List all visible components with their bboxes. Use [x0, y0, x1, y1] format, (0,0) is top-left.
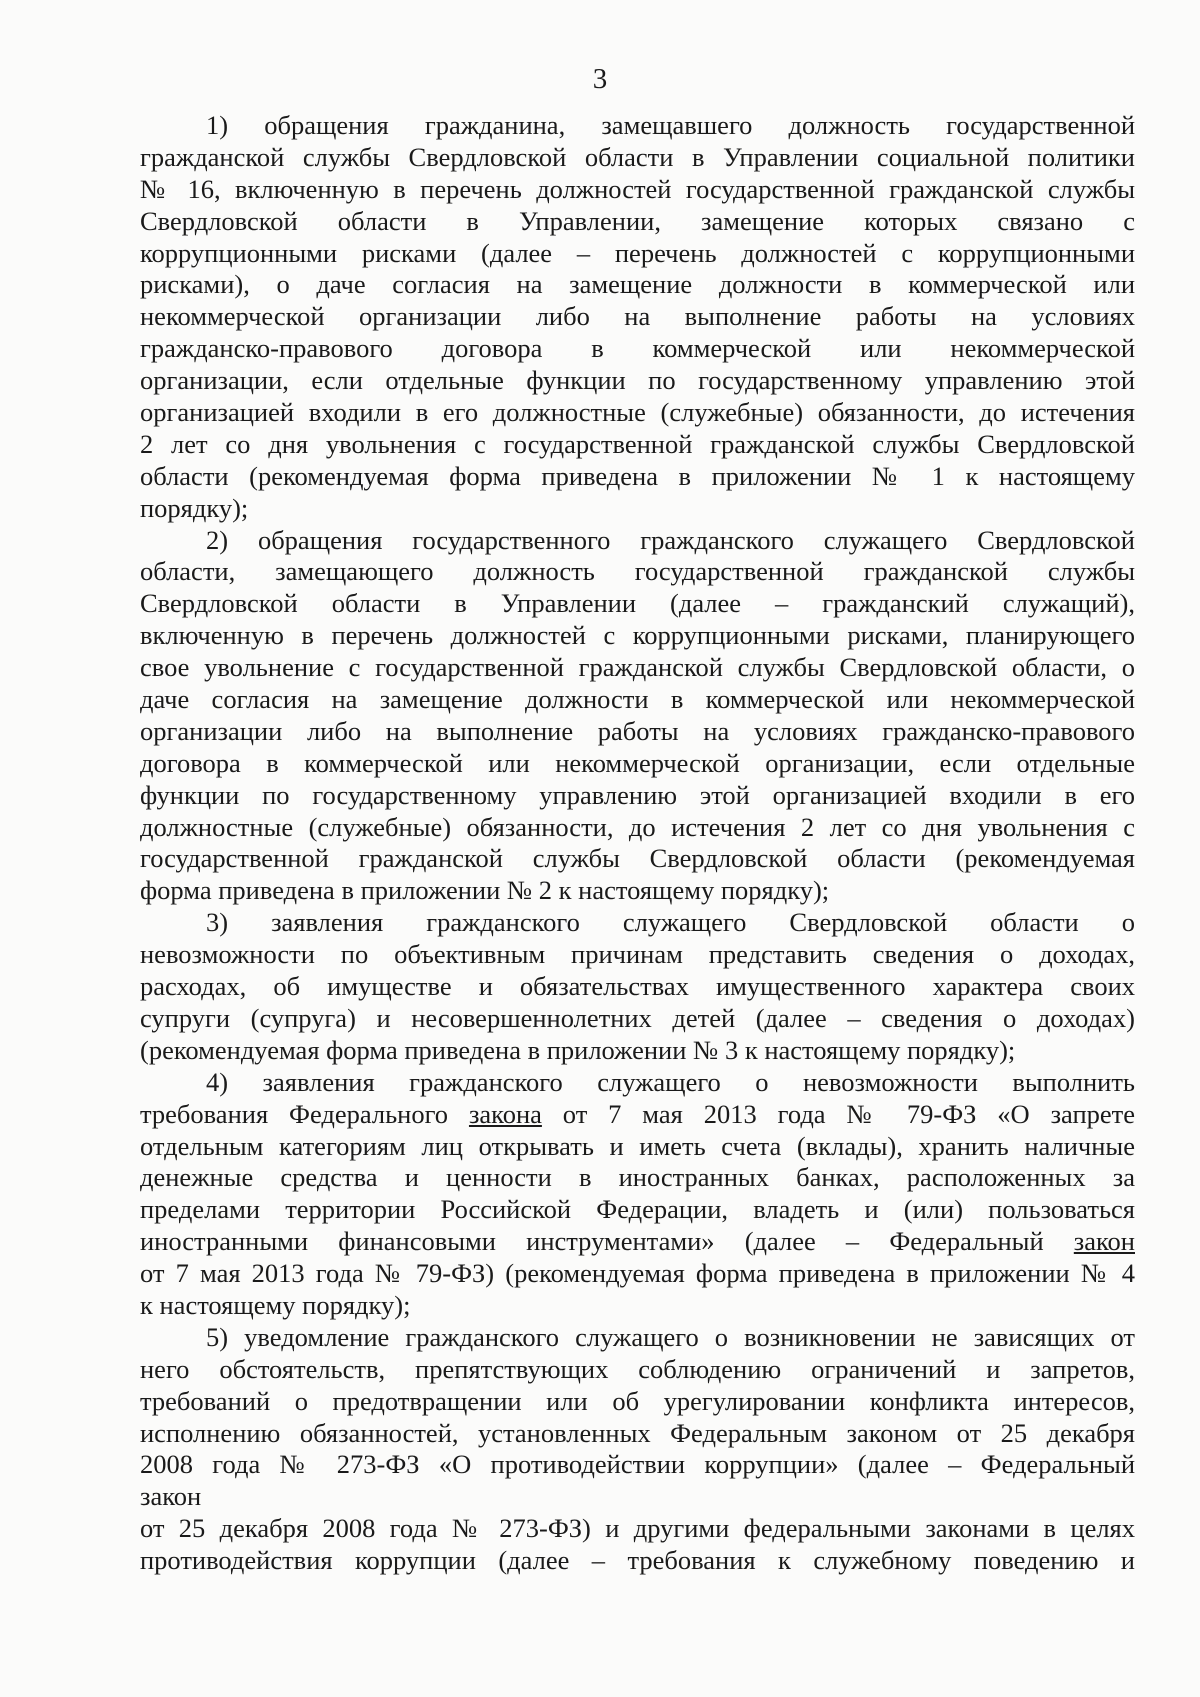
text-line: к настоящему порядку); — [140, 1289, 411, 1320]
text-line: супруги (супруга) и несовершеннолетних детей (далее – сведения о доходах) — [140, 1002, 1135, 1033]
text-line: отдельным категориям лиц открывать и иметь счета (вклады), хранить наличные — [140, 1130, 1135, 1161]
text-line: свое увольнение с государственной гражданской службы Свердловской области, о — [140, 652, 1135, 683]
text-line: 2) обращения государственного гражданского служащего Свердловской — [206, 524, 1135, 555]
text-fragment: от 7 мая 2013 года № 79-ФЗ «О запрете — [541, 1098, 1135, 1129]
text-line: 5) уведомление гражданского служащего о возникновении не зависящих от — [206, 1321, 1135, 1352]
text-line: включенную в перечень должностей с коррупционными рисками, планирующего — [140, 620, 1135, 651]
text-line: требований о предотвращении или об урегулировании конфликта интересов, — [140, 1385, 1135, 1416]
text-line: даче согласия на замещение должности в коммерческой или некоммерческой — [140, 684, 1135, 715]
text-line: гражданской службы Свердловской области в Управлении социальной политики — [140, 141, 1135, 172]
text-line: порядку); — [140, 492, 249, 523]
law-link[interactable]: закон — [1073, 1226, 1135, 1257]
text-line: организации, если отдельные функции по государственному управлению этой — [140, 365, 1135, 396]
text-line: области, замещающего должность государственной гражданской службы — [140, 556, 1135, 587]
text-line: № 16, включенную в перечень должностей государственной гражданской службы — [140, 173, 1135, 204]
text-line: Свердловской области в Управлении (далее – гражданский служащий), — [140, 588, 1135, 619]
text-line: некоммерческой организации либо на выполнение работы на условиях — [140, 301, 1135, 332]
text-line: функции по государственному управлению этой организацией входили в его — [140, 779, 1135, 810]
law-link[interactable]: закона — [468, 1098, 542, 1129]
text-line: денежные средства и ценности в иностранных банках, расположенных за — [140, 1162, 1135, 1193]
text-line: 2 лет со дня увольнения с государственной гражданской службы Свердловской — [140, 428, 1135, 459]
text-line: исполнению обязанностей, установленных Федеральным законом от 25 декабря — [140, 1417, 1135, 1448]
text-line: противодействия коррупции (далее – требования к служебному поведению и — [140, 1545, 1135, 1576]
text-line: 3) заявления гражданского служащего Свердловской области о — [206, 907, 1135, 938]
text-line: от 25 декабря 2008 года № 273-ФЗ) и другими федеральными законами в целях — [140, 1513, 1135, 1544]
text-line: 2008 года № 273-ФЗ «О противодействии коррупции» (далее – Федеральный — [140, 1449, 1135, 1480]
text-line: форма приведена в приложении № 2 к настоящему порядку); — [140, 875, 830, 906]
text-line: 1) обращения гражданина, замещавшего должность государственной — [206, 110, 1135, 140]
text-line: (рекомендуемая форма приведена в приложении № 3 к настоящему порядку); — [140, 1034, 1016, 1065]
text-line: рисками), о даче согласия на замещение должности в коммерческой или — [140, 269, 1135, 300]
text-fragment: иностранными финансовыми инструментами» (далее – Федеральный — [140, 1226, 1074, 1257]
text-line: договора в коммерческой или некоммерческой организации, если отдельные — [140, 747, 1135, 778]
text-line: должностные (служебные) обязанности, до истечения 2 лет со дня увольнения с — [140, 811, 1135, 842]
text-line: от 7 мая 2013 года № 79-ФЗ) (рекомендуемая форма приведена в приложении № 4 — [140, 1258, 1135, 1289]
text-line: него обстоятельств, препятствующих соблюдению ограничений и запретов, — [140, 1353, 1135, 1384]
text-fragment: требования Федерального — [140, 1098, 469, 1129]
text-line: закон — [140, 1481, 202, 1512]
text-line: 4) заявления гражданского служащего о невозможности выполнить — [206, 1066, 1135, 1097]
text-line: коррупционными рисками (далее – перечень должностей с коррупционными — [140, 237, 1135, 268]
text-line: Свердловской области в Управлении, замещение которых связано с — [140, 205, 1135, 236]
text-line: организации либо на выполнение работы на условиях гражданско-правового — [140, 715, 1135, 746]
text-line: государственной гражданской службы Свердловской области (рекомендуемая — [140, 843, 1135, 874]
text-line: невозможности по объективным причинам представить сведения о доходах, — [140, 939, 1135, 970]
text-line — [140, 1099, 1135, 1131]
text-line: расходах, об имуществе и обязательствах имущественного характера своих — [140, 971, 1135, 1002]
text-line: области (рекомендуемая форма приведена в приложении № 1 к настоящему — [140, 460, 1135, 491]
page-number: 3 — [592, 63, 608, 95]
text-line: организацией входили в его должностные (служебные) обязанности, до истечения — [140, 397, 1135, 428]
text-line: пределами территории Российской Федерации, владеть и (или) пользоваться — [140, 1194, 1135, 1225]
text-line — [140, 1226, 1135, 1258]
document-body — [0, 110, 1200, 1577]
text-line: гражданско-правового договора в коммерческой или некоммерческой — [140, 333, 1135, 364]
